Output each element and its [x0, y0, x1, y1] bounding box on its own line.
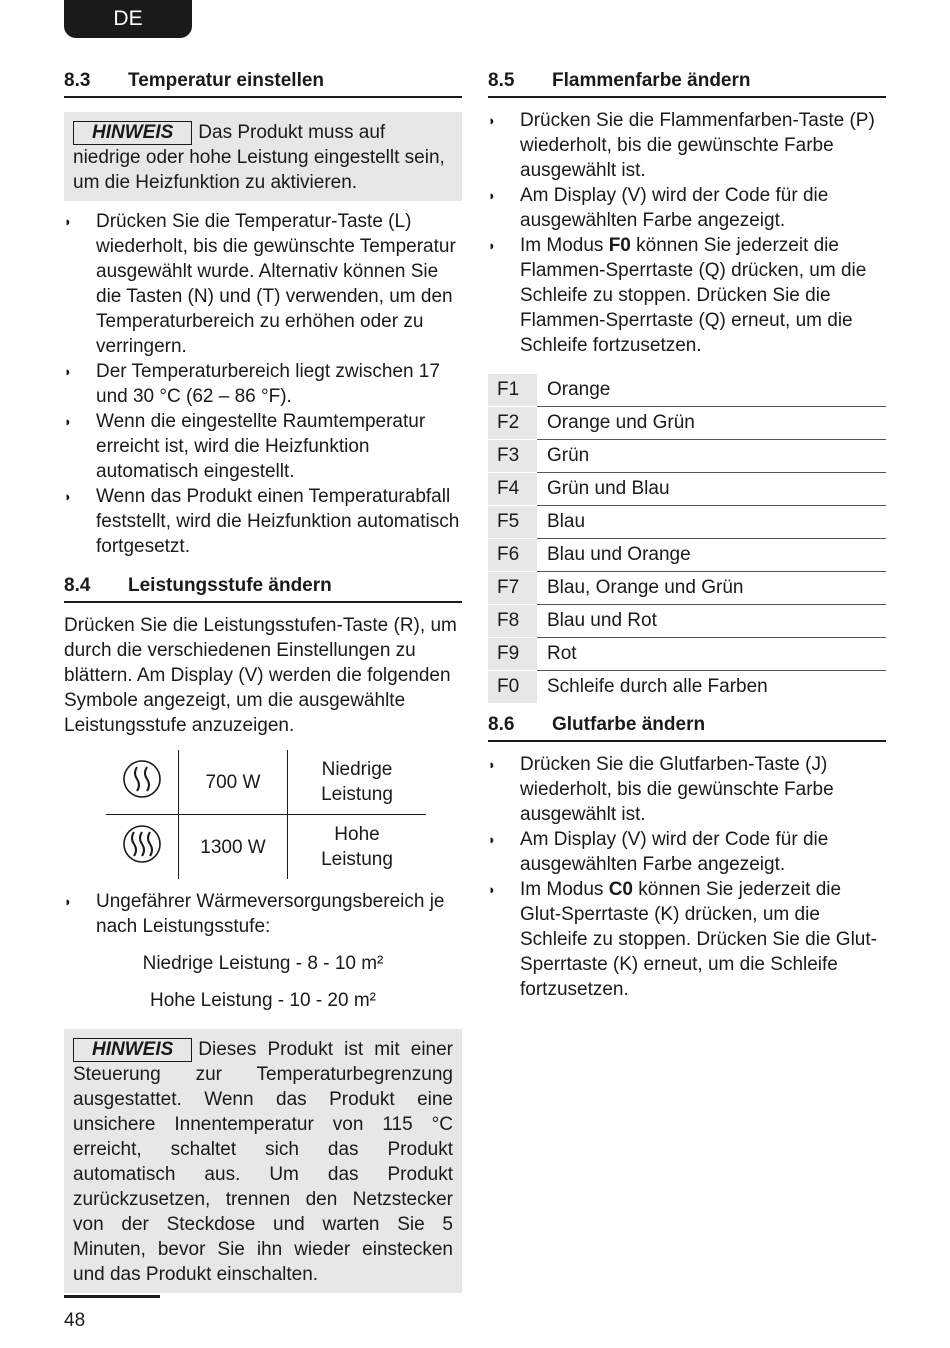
bullet-icon: ◗	[488, 188, 496, 203]
right-column	[488, 70, 886, 1002]
note-text: Das Produkt muss auf niedrige oder hohe Leistung eingestellt sein, um die Heizfunktion zu aktivieren.	[73, 122, 445, 193]
list-item: ◗ Drücken Sie die Temperatur-Taste (L) wiederholt, bis die gewünschte Temperatur ausgewählt wurde. Alternativ können Sie die Tasten (N) und (T) verwenden, um den Temperaturbereich zu erhöhen oder zu verringern.	[64, 211, 456, 357]
table-row: F9 Rot	[488, 638, 886, 671]
section-number: 8.4	[64, 575, 91, 596]
list-item: ◗ Am Display (V) wird der Code für die ausgewählten Farbe angezeigt.	[488, 185, 829, 231]
section-title: Temperatur einstellen	[128, 70, 325, 91]
table-row: F6 Blau und Orange	[488, 539, 886, 572]
table-row	[106, 815, 426, 880]
page-number: 48	[64, 1310, 86, 1331]
flame-bullets	[488, 108, 886, 358]
list-item: ◗ Wenn die eingestellte Raumtemperatur erreicht ist, wird die Heizfunktion automatisch eingestellt.	[64, 411, 426, 482]
temperature-bullets	[64, 209, 462, 559]
bullet-icon: ◗	[488, 238, 496, 253]
power-intro: Drücken Sie die Leistungsstufen-Taste (R), um durch die verschiedenen Einstellungen zu blättern. Am Display (V) werden die folgenden Symbole angezeigt, um die ausgewählte Leistungsstufe anzuzeigen.	[64, 615, 457, 736]
table-row: F4 Grün und Blau	[488, 473, 886, 506]
list-item: ◗ Drücken Sie die Glutfarben-Taste (J) wiederholt, bis die gewünschte Farbe ausgewählt ist.	[488, 754, 834, 825]
ember-bullets	[488, 752, 886, 1002]
list-item: ◗ Im Modus F0 können Sie jederzeit die Flammen-Sperrtaste (Q) drücken, um die Schleife zu stoppen. Drücken Sie die Flammen-Sperrtaste (Q) erneut, um die Schleife fortzusetzen.	[488, 235, 867, 356]
bullet-icon: ◗	[64, 894, 72, 909]
list-item: ◗ Der Temperaturbereich liegt zwischen 17 und 30 °C (62 – 86 °F).	[64, 361, 440, 407]
low-label: Niedrige Leistung	[288, 750, 427, 815]
bullet-icon: ◗	[64, 414, 72, 429]
note-box-heating	[64, 112, 462, 201]
left-column	[64, 70, 462, 1293]
section-number: 8.6	[488, 714, 515, 735]
table-row: F7 Blau, Orange und Grün	[488, 572, 886, 605]
section-8-4-heading	[64, 575, 462, 603]
table-row: F8 Blau und Rot	[488, 605, 886, 638]
high-watt: 1300 W	[179, 815, 288, 880]
low-heat-icon	[106, 750, 179, 815]
range-low: Niedrige Leistung - 8 - 10 m²	[142, 953, 384, 974]
bullet-icon: ◗	[64, 214, 72, 229]
table-row	[106, 750, 426, 815]
list-item: ◗ Ungefährer Wärmeversorgungsbereich je nach Leistungsstufe:	[64, 891, 445, 937]
note-text: Dieses Produkt ist mit einer Steuerung zur Temperaturbegrenzung ausgestattet. Wenn das Produkt eine unsichere Innentemperatur von 115 °C erreicht, schaltet sich das Produkt automatisch aus. Um das Produkt zurückzusetzen, trennen den Netzstecker von der Steckdose und warten Sie 5 Minuten, bevor Sie ihn wieder einstecken und das Produkt einschalten.	[73, 1039, 453, 1285]
section-8-3-heading	[64, 70, 462, 98]
list-item: ◗ Im Modus C0 können Sie jederzeit die Glut-Sperrtaste (K) drücken, um die Schleife zu stoppen. Drücken Sie die Glut-Sperrtaste (K) erneut, um die Schleife fortzusetzen.	[488, 879, 877, 1000]
list-item: ◗ Wenn das Produkt einen Temperaturabfall feststellt, wird die Heizfunktion automatisch fortgesetzt.	[64, 486, 460, 557]
bullet-icon: ◗	[488, 757, 496, 772]
language-tab: DE	[64, 0, 192, 38]
high-label: Hohe Leistung	[288, 815, 427, 880]
bullet-icon: ◗	[488, 832, 496, 847]
section-title: Glutfarbe ändern	[552, 714, 706, 735]
bullet-icon: ◗	[64, 364, 72, 379]
high-heat-icon	[106, 815, 179, 880]
table-row: F5 Blau	[488, 506, 886, 539]
list-item: ◗ Drücken Sie die Flammenfarben-Taste (P) wiederholt, bis die gewünschte Farbe ausgewählt ist.	[488, 110, 875, 181]
section-8-5-heading	[488, 70, 886, 98]
bullet-icon: ◗	[488, 882, 496, 897]
power-level-table	[106, 750, 426, 879]
list-item: ◗ Am Display (V) wird der Code für die ausgewählten Farbe angezeigt.	[488, 829, 829, 875]
bullet-icon: ◗	[488, 113, 496, 128]
section-title: Flammenfarbe ändern	[552, 70, 751, 91]
flame-color-table	[488, 374, 886, 704]
section-number: 8.5	[488, 70, 515, 91]
table-row: F0 Schleife durch alle Farben	[488, 671, 886, 704]
footer-rule	[64, 1295, 160, 1298]
low-watt: 700 W	[179, 750, 288, 815]
table-row: F3 Grün	[488, 440, 886, 473]
range-bullets	[64, 889, 462, 939]
section-number: 8.3	[64, 70, 91, 91]
bullet-icon: ◗	[64, 489, 72, 504]
section-8-6-heading	[488, 714, 886, 742]
note-box-overheat	[64, 1029, 462, 1293]
table-row: F1 Orange	[488, 374, 886, 407]
range-high: Hohe Leistung - 10 - 20 m²	[149, 990, 376, 1011]
section-title: Leistungsstufe ändern	[128, 575, 332, 596]
note-label: HINWEIS	[73, 1038, 192, 1062]
table-row: F2 Orange und Grün	[488, 407, 886, 440]
note-label: HINWEIS	[73, 121, 192, 145]
